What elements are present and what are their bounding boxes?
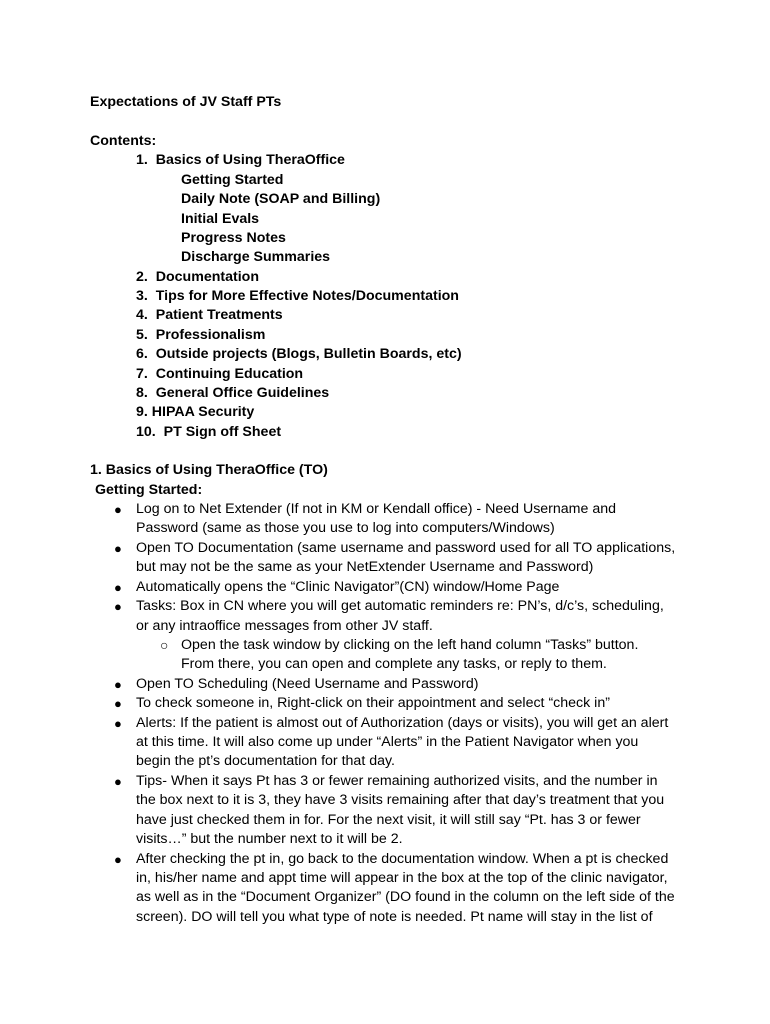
sub-bullet-circle-icon: ○ [160, 637, 169, 653]
bullet-text: Open TO Scheduling (Need Username and Password) [136, 676, 479, 692]
bullet-dot-icon: ● [114, 852, 122, 867]
toc-subitem: Discharge Summaries [181, 249, 331, 265]
bullet-dot-icon: ● [114, 599, 122, 614]
toc-item-1: 1. Basics of Using TheraOffice [136, 152, 345, 168]
bullet-text: begin the pt’s documentation for that day. [136, 753, 395, 769]
bullet-text: the box next to it is 3, they have 3 visits remaining after that day’s treatment that you [136, 792, 665, 808]
bullet-text: Alerts: If the patient is almost out of Authorization (days or visits), you will get an alert [136, 715, 669, 731]
toc-item-8: 8. General Office Guidelines [136, 385, 330, 401]
bullet-text: Open TO Documentation (same username and password used for all TO applications, [136, 540, 676, 556]
bullet-text: To check someone in, Right-click on their appointment and select “check in” [136, 695, 610, 711]
bullet-text: Automatically opens the “Clinic Navigator”(CN) window/Home Page [136, 579, 560, 595]
bullet-text: screen). DO will tell you what type of note is needed. Pt name will stay in the list of [136, 909, 653, 925]
toc-subitem: Getting Started [181, 172, 284, 188]
toc-subitem: Daily Note (SOAP and Billing) [181, 191, 381, 207]
bullet-text: have just checked them in for. For the next visit, it will still say “Pt. has 3 or fewer [136, 812, 641, 828]
bullet-text: After checking the pt in, go back to the documentation window. When a pt is checked [136, 851, 669, 867]
contents-heading: Contents: [90, 133, 157, 149]
bullet-dot-icon: ● [114, 677, 122, 692]
bullet-text: or any intraoffice messages from other JV staff. [136, 618, 433, 634]
toc-item-9: 9. HIPAA Security [136, 404, 255, 420]
sub-bullet-text: From there, you can open and complete any tasks, or reply to them. [181, 656, 607, 672]
bullet-text: at this time. It will also come up under “Alerts” in the Patient Navigator when you [136, 734, 639, 750]
toc-item-3: 3. Tips for More Effective Notes/Documentation [136, 288, 459, 304]
bullet-text: in, his/her name and appt time will appear in the box at the top of the clinic navigator, [136, 870, 668, 886]
bullet-text: Password (same as those you use to log into computers/Windows) [136, 520, 555, 536]
bullet-text: Tips- When it says Pt has 3 or fewer remaining authorized visits, and the number in [136, 773, 658, 789]
bullet-dot-icon: ● [114, 502, 122, 517]
toc-item-6: 6. Outside projects (Blogs, Bulletin Boards, etc) [136, 346, 462, 362]
bullet-text: but may not be the same as your NetExtender Username and Password) [136, 559, 594, 575]
toc-item-5: 5. Professionalism [136, 327, 266, 343]
toc-subitem: Initial Evals [181, 211, 260, 227]
bullet-text: Log on to Net Extender (If not in KM or Kendall office) - Need Username and [136, 501, 617, 517]
bullet-dot-icon: ● [114, 580, 122, 595]
bullet-text: Tasks: Box in CN where you will get automatic reminders re: PN’s, d/c’s, scheduling, [136, 598, 664, 614]
bullet-dot-icon: ● [114, 716, 122, 731]
bullet-text: visits…” but the number next to it will be 2. [136, 831, 403, 847]
bullet-dot-icon: ● [114, 541, 122, 556]
toc-item-4: 4. Patient Treatments [136, 307, 283, 323]
bullet-dot-icon: ● [114, 774, 122, 789]
toc-item-2: 2. Documentation [136, 269, 259, 285]
toc-item-10: 10. PT Sign off Sheet [136, 424, 282, 440]
bullet-dot-icon: ● [114, 696, 122, 711]
toc-subitem: Progress Notes [181, 230, 286, 246]
document-title: Expectations of JV Staff PTs [90, 94, 282, 110]
section-1-heading: 1. Basics of Using TheraOffice (TO) [90, 462, 328, 478]
section-1-subheading: Getting Started: [95, 482, 203, 498]
toc-item-7: 7. Continuing Education [136, 366, 304, 382]
sub-bullet-text: Open the task window by clicking on the left hand column “Tasks” button. [181, 637, 639, 653]
bullet-text: as well as in the “Document Organizer” (DO found in the column on the left side of the [136, 889, 675, 905]
